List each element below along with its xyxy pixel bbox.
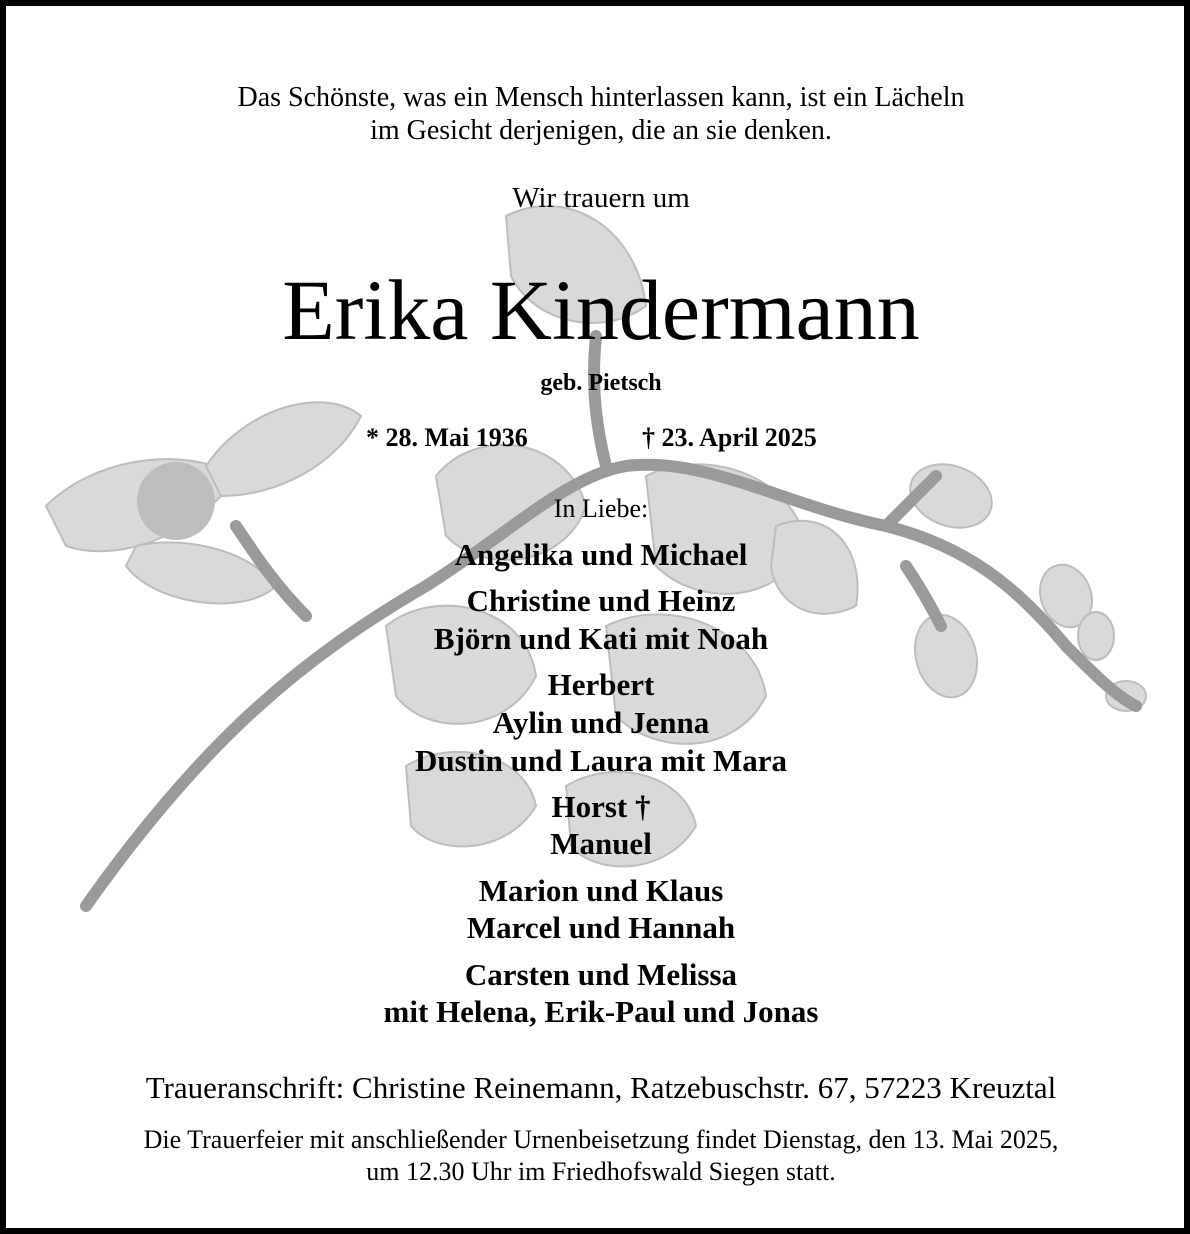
mourner-line: Dustin und Laura mit Mara xyxy=(414,743,788,778)
mourner-line: Horst † xyxy=(551,789,651,824)
birth-name: geb. Pietsch xyxy=(540,370,662,396)
mourner-line: Christine und Heinz xyxy=(466,583,736,618)
death-date: † 23. April 2025 xyxy=(642,423,817,452)
mourner-line: Angelika und Michael xyxy=(454,537,748,572)
mourner-line: Manuel xyxy=(550,826,652,861)
birth-date: * 28. Mai 1936 xyxy=(366,423,528,452)
ceremony-line-2: um 12.30 Uhr im Friedhofswald Siegen statt. xyxy=(366,1157,836,1186)
quote-line-1: Das Schönste, was ein Mensch hinterlassen kann, ist ein Lächeln xyxy=(237,82,965,113)
mourner-line: mit Helena, Erik-Paul und Jonas xyxy=(383,994,819,1029)
mourners-intro: In Liebe: xyxy=(553,494,649,523)
mourner-line: Carsten und Melissa xyxy=(464,957,738,992)
ceremony-line-1: Die Trauerfeier mit anschließender Urnenbeisetzung findet Dienstag, den 13. Mai 2025, xyxy=(143,1125,1059,1154)
deceased-name: Erika Kindermann xyxy=(282,262,920,358)
mourner-line: Herbert xyxy=(547,667,655,702)
quote-line-2: im Gesicht derjenigen, die an sie denken. xyxy=(370,115,832,146)
mourning-address: Traueranschrift: Christine Reinemann, Ratzebuschstr. 67, 57223 Kreuztal xyxy=(145,1070,1057,1105)
intro-text: Wir trauern um xyxy=(512,182,690,214)
mourner-line: Marion und Klaus xyxy=(478,873,724,908)
mourner-line: Marcel und Hannah xyxy=(466,910,736,945)
mourner-line: Aylin und Jenna xyxy=(492,705,710,740)
mourner-line: Björn und Kati mit Noah xyxy=(433,621,769,656)
